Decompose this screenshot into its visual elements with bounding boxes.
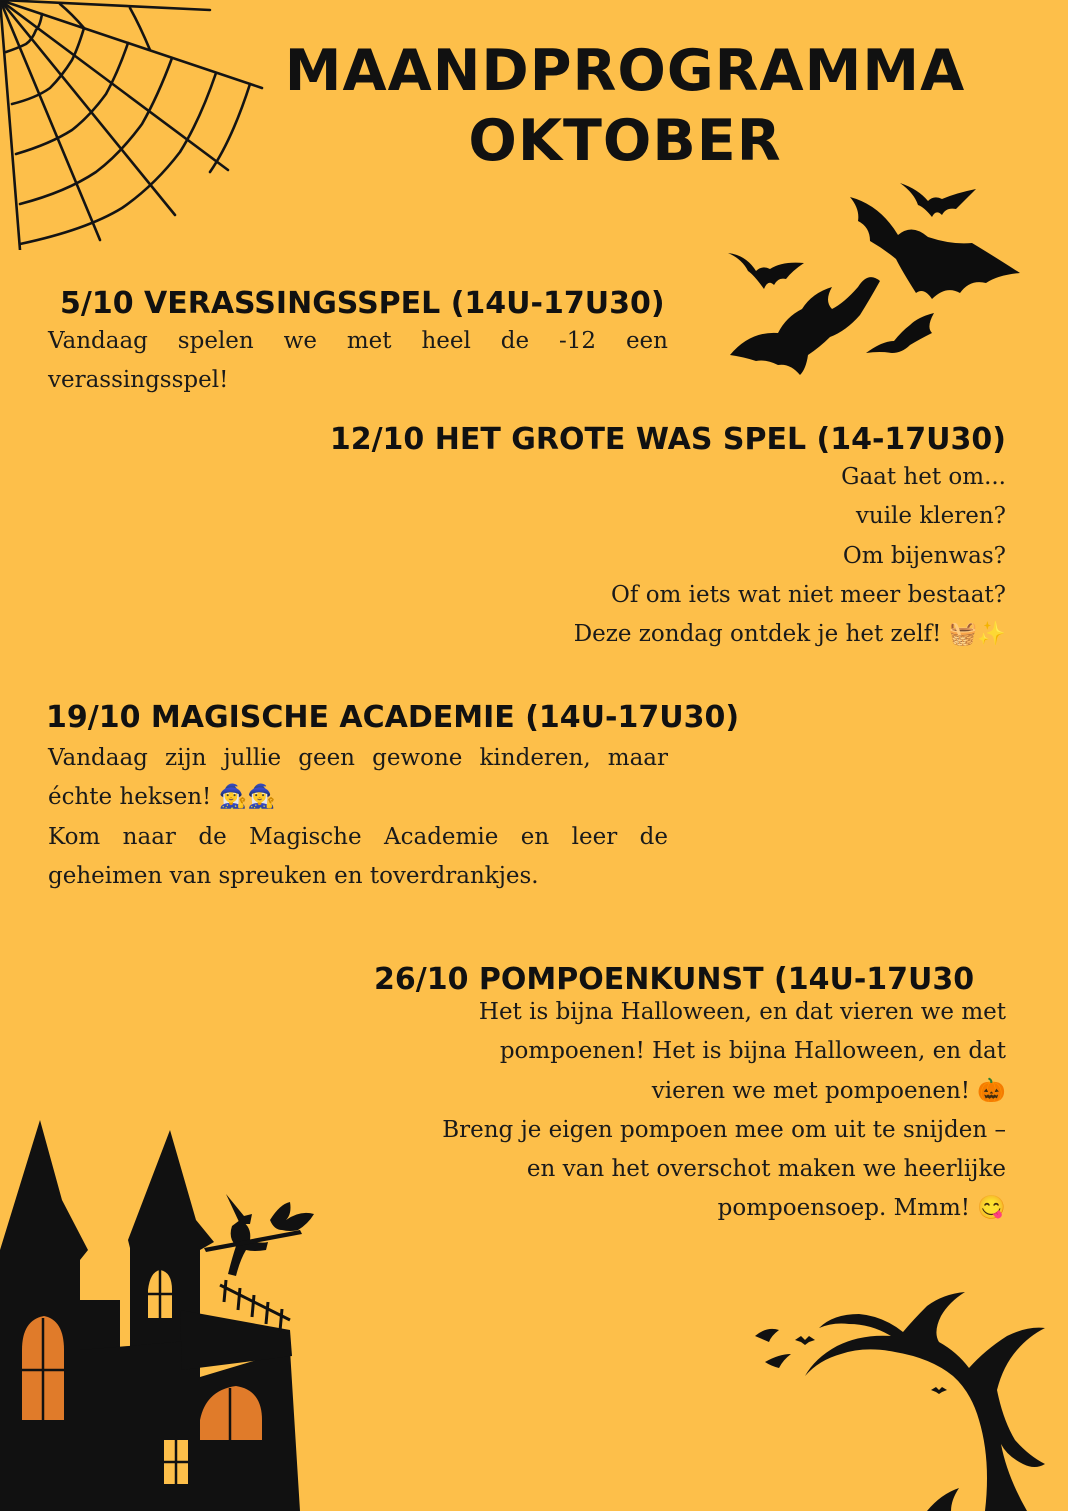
spider-web-icon — [0, 0, 270, 250]
event-heading: 26/10 POMPOENKUNST (14U-17U30 — [374, 962, 975, 997]
event-heading: 19/10 MAGISCHE ACADEMIE (14U-17U30) — [46, 700, 740, 735]
event-description-line: vuile kleren? — [855, 503, 1006, 530]
event-description-line: en van het overschot maken we heerlijke — [526, 1156, 1006, 1183]
event-description — [366, 993, 1006, 1229]
event-description-line: Om bijenwas? — [842, 542, 1006, 569]
event-description — [48, 739, 668, 896]
event-heading: 12/10 HET GROTE WAS SPEL (14-17U30) — [329, 422, 1006, 457]
event-description-line: vieren we met pompoenen! 🎃 — [651, 1077, 1006, 1104]
title-line-2: OKTOBER — [468, 108, 782, 174]
event-description-line: Breng je eigen pompoen mee om uit te snijden – — [442, 1116, 1006, 1143]
haunted-house-icon — [0, 1120, 330, 1511]
event-description-line: Deze zondag ontdek je het zelf! 🧺✨ — [573, 621, 1006, 648]
witch-icon — [200, 1190, 330, 1290]
event-description-line: pompoensoep. Mmm! 😋 — [717, 1195, 1006, 1222]
event-description — [48, 322, 668, 401]
event-description-line: Gaat het om... — [841, 464, 1006, 490]
event-description-line: Of om iets wat niet meer bestaat? — [611, 581, 1006, 608]
spooky-tree-icon — [745, 1280, 1068, 1511]
page-title — [250, 36, 1000, 176]
event-description-line: pompoenen! Het is bijna Halloween, en dat — [499, 1038, 1006, 1065]
event-description — [386, 458, 1006, 654]
event-description-line: Vandaag zijn jullie geen gewone kinderen, maar échte heksen! 🧙‍♀️🧙‍♀️ — [48, 745, 668, 811]
bats-icon — [720, 175, 1030, 380]
event-description-line: Het is bijna Halloween, en dat vieren we met — [478, 999, 1006, 1025]
event-heading: 5/10 VERASSINGSSPEL (14U-17U30) — [60, 286, 665, 321]
event-description-line: Vandaag spelen we met heel de -12 een verassingsspel! — [48, 328, 668, 394]
title-line-1: MAANDPROGRAMMA — [284, 38, 966, 104]
event-description-line: Kom naar de Magische Academie en leer de geheimen van spreuken en toverdrankjes. — [48, 823, 668, 889]
